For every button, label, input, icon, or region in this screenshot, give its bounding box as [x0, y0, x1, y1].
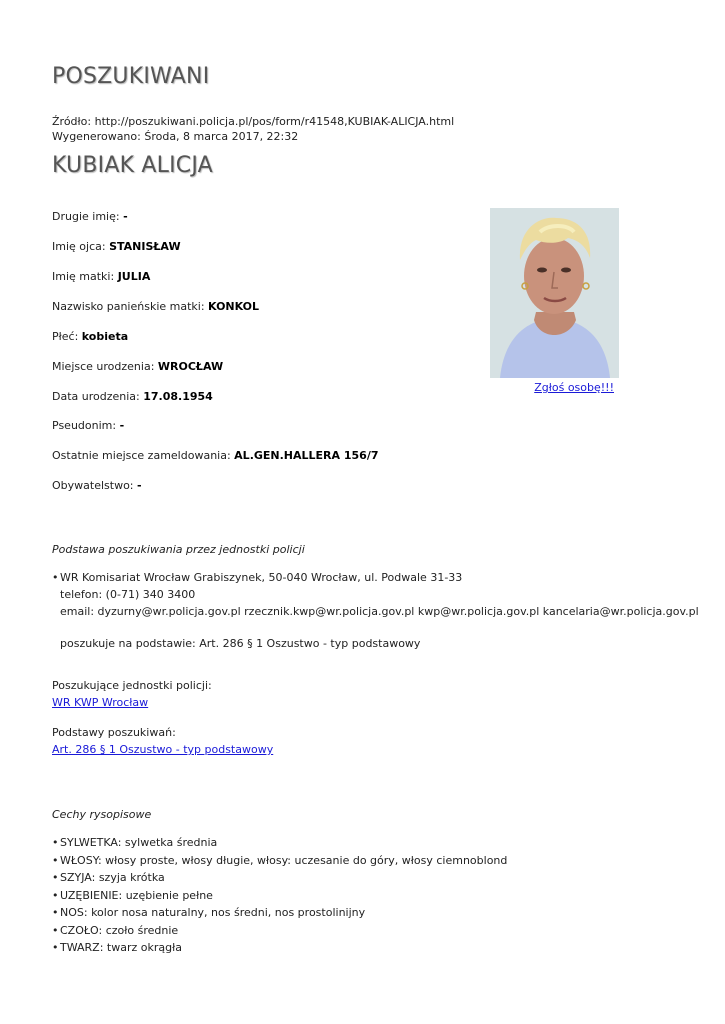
source-label: Źródło:	[52, 115, 92, 128]
field-label: Obywatelstwo:	[52, 479, 134, 492]
person-name: KUBIAK ALICJA	[52, 153, 213, 178]
field-mother-maiden-name	[52, 300, 259, 313]
field-value: kobieta	[81, 330, 129, 343]
search-grounds-link[interactable]: Art. 286 § 1 Oszustwo - typ podstawowy	[52, 743, 274, 756]
list-item: • TWARZ: twarz okrągła	[52, 939, 507, 957]
features-section-title: Cechy rysopisowe	[52, 808, 152, 821]
field-value: KONKOL	[208, 300, 260, 313]
source-url: http://poszukiwani.policja.pl/pos/form/r41548,KUBIAK-ALICJA.html	[94, 115, 455, 128]
field-label: Data urodzenia:	[52, 390, 140, 403]
unit-search-basis: poszukuje na podstawie: Art. 286 § 1 Oszustwo - typ podstawowy	[60, 637, 421, 650]
source-line	[52, 114, 454, 129]
list-item: • UZĘBIENIE: uzębienie pełne	[52, 887, 507, 905]
field-label: Pseudonim:	[52, 419, 117, 432]
field-value: JULIA	[117, 270, 151, 283]
field-value: -	[137, 479, 142, 492]
list-item: • WŁOSY: włosy proste, włosy długie, włosy: uczesanie do góry, włosy ciemnoblond	[52, 852, 507, 870]
search-grounds-label: Podstawy poszukiwań:	[52, 726, 176, 739]
field-citizenship	[52, 479, 142, 492]
field-father-name	[52, 240, 181, 253]
features-list	[52, 834, 507, 957]
field-middle-name	[52, 210, 128, 223]
list-item: • SYLWETKA: sylwetka średnia	[52, 834, 507, 852]
field-value: -	[119, 419, 125, 432]
spacer	[60, 620, 699, 635]
field-label: Płeć:	[52, 330, 79, 343]
field-label: Drugie imię:	[52, 210, 120, 223]
unit-phone: telefon: (0-71) 340 3400	[60, 588, 196, 601]
list-item: • NOS: kolor nosa naturalny, nos średni, nos prostolinijny	[52, 904, 507, 922]
field-value: WROCŁAW	[157, 360, 224, 373]
unit-name: • WR Komisariat Wrocław Grabiszynek, 50-040 Wrocław, ul. Podwale 31-33	[60, 571, 463, 584]
generated-line	[52, 129, 298, 144]
field-label: Nazwisko panieńskie matki:	[52, 300, 205, 313]
field-label: Imię ojca:	[52, 240, 106, 253]
field-label: Imię matki:	[52, 270, 115, 283]
person-photo	[490, 208, 619, 378]
field-label: Ostatnie miejsce zameldowania:	[52, 449, 231, 462]
list-item: • SZYJA: szyja krótka	[52, 869, 507, 887]
report-person-link[interactable]: Zgłoś osobę!!!	[534, 381, 614, 394]
field-last-address	[52, 449, 379, 462]
generated-value: Środa, 8 marca 2017, 22:32	[144, 130, 299, 143]
field-birthdate	[52, 390, 213, 403]
basis-section-title: Podstawa poszukiwania przez jednostki policji	[52, 543, 305, 556]
photo-box	[490, 208, 619, 394]
field-mother-name	[52, 270, 150, 283]
portrait-image	[490, 208, 619, 378]
field-value: STANISŁAW	[109, 240, 181, 253]
field-label: Miejsce urodzenia:	[52, 360, 155, 373]
searching-unit-link[interactable]: WR KWP Wrocław	[52, 696, 149, 709]
unit-list	[52, 569, 699, 652]
field-birthplace	[52, 360, 223, 373]
field-nickname	[52, 419, 124, 432]
list-item	[52, 569, 699, 652]
page-title: POSZUKIWANI	[52, 64, 210, 89]
generated-label: Wygenerowano:	[52, 130, 141, 143]
field-value: AL.GEN.HALLERA 156/7	[234, 449, 379, 462]
searching-units-label: Poszukujące jednostki policji:	[52, 679, 212, 692]
unit-email: email: dyzurny@wr.policja.gov.pl rzecznik.kwp@wr.policja.gov.pl kwp@wr.policja.gov.pl kancelaria@wr.policja.gov.pl	[60, 605, 699, 618]
field-sex	[52, 330, 128, 343]
field-value: 17.08.1954	[143, 390, 213, 403]
field-value: -	[123, 210, 128, 223]
list-item: • CZOŁO: czoło średnie	[52, 922, 507, 940]
